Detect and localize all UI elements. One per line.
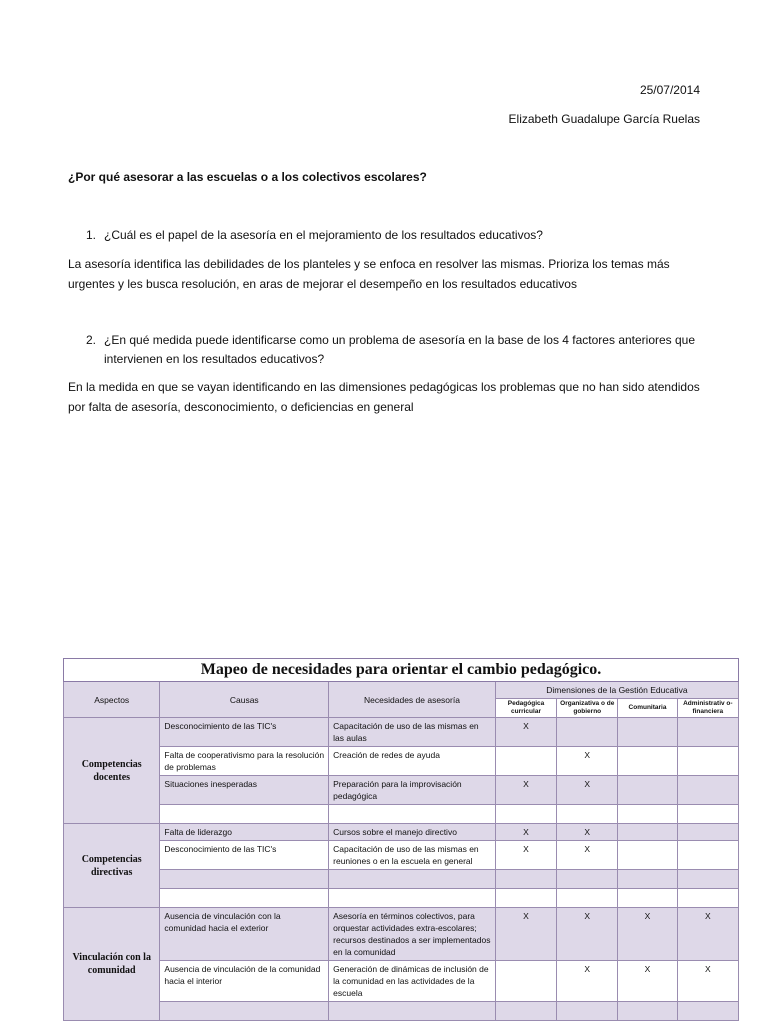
table-row [64, 889, 739, 908]
question-text: ¿En qué medida puede identificarse como un problema de asesoría en la base de los 4 factores anteriores que intervienen en los resultados educativos? [104, 333, 696, 366]
author-name: Elizabeth Guadalupe García Ruelas [508, 112, 700, 126]
table-row [64, 776, 739, 805]
needs-mapping-table [63, 658, 739, 1021]
causa-cell [160, 870, 329, 889]
mark-cell [618, 889, 677, 908]
question-2 [86, 331, 704, 369]
aspect-cell: Competencias directivas [64, 824, 160, 908]
table-row [64, 961, 739, 1002]
mark-cell: X [677, 908, 738, 961]
table-row [64, 718, 739, 747]
aspect-cell: Vinculación con la comunidad [64, 908, 160, 1021]
main-question: ¿Por qué asesorar a las escuelas o a los colectivos escolares? [68, 170, 427, 184]
mark-cell [557, 1002, 618, 1021]
table-row [64, 747, 739, 776]
question-1 [86, 226, 704, 245]
header-causas: Causas [160, 682, 329, 718]
table-row [64, 841, 739, 870]
question-number: 1. [86, 228, 97, 242]
header-dimensiones: Dimensiones de la Gestión Educativa [495, 682, 738, 699]
mark-cell: X [557, 776, 618, 805]
mark-cell: X [557, 747, 618, 776]
necesidad-cell [329, 889, 496, 908]
causa-cell: Desconocimiento de las TIC's [160, 841, 329, 870]
table-row [64, 908, 739, 961]
mark-cell [495, 805, 556, 824]
answer-1: La asesoría identifica las debilidades de los planteles y se enfoca en resolver las mismas. Prioriza los temas más urgentes y les busca resolución, en aras de mejorar el desempeño en los resultados educativos [68, 257, 670, 291]
causa-cell: Situaciones inesperadas [160, 776, 329, 805]
question-number: 2. [86, 333, 97, 347]
causa-cell [160, 889, 329, 908]
mark-cell: X [618, 908, 677, 961]
mark-cell [495, 889, 556, 908]
table-row [64, 805, 739, 824]
necesidad-cell: Capacitación de uso de las mismas en reuniones o en la escuela en general [329, 841, 496, 870]
causa-cell: Desconocimiento de las TIC's [160, 718, 329, 747]
necesidad-cell [329, 805, 496, 824]
document-date: 25/07/2014 [639, 83, 700, 97]
mark-cell [495, 1002, 556, 1021]
mark-cell [618, 1002, 677, 1021]
mark-cell: X [557, 908, 618, 961]
causa-cell: Ausencia de vinculación de la comunidad hacia el interior [160, 961, 329, 1002]
mark-cell [677, 747, 738, 776]
mark-cell [618, 805, 677, 824]
mark-cell: X [557, 961, 618, 1002]
mark-cell [677, 1002, 738, 1021]
header-dim-comunitaria: Comunitaria [618, 699, 677, 718]
causa-cell [160, 805, 329, 824]
causa-cell [160, 1002, 329, 1021]
mark-cell [677, 718, 738, 747]
header-dim-organizativa: Organizativa o de gobierno [557, 699, 618, 718]
mark-cell: X [557, 841, 618, 870]
mark-cell: X [495, 908, 556, 961]
question-text: ¿Cuál es el papel de la asesoría en el mejoramiento de los resultados educativos? [104, 228, 543, 242]
header-aspectos: Aspectos [64, 682, 160, 718]
mark-cell: X [495, 776, 556, 805]
mark-cell: X [677, 961, 738, 1002]
causa-cell: Falta de cooperativismo para la resolución de problemas [160, 747, 329, 776]
table-title: Mapeo de necesidades para orientar el cambio pedagógico. [64, 659, 739, 682]
mark-cell: X [495, 824, 556, 841]
mark-cell [495, 961, 556, 1002]
aspect-cell: Competencias docentes [64, 718, 160, 824]
mark-cell [677, 805, 738, 824]
header-dim-pedagogica: Pedagógica curricular [495, 699, 556, 718]
table-row [64, 1002, 739, 1021]
mark-cell: X [495, 841, 556, 870]
table-row [64, 824, 739, 841]
mark-cell [618, 841, 677, 870]
mark-cell: X [618, 961, 677, 1002]
header-necesidades: Necesidades de asesoría [329, 682, 496, 718]
causa-cell: Ausencia de vinculación con la comunidad hacia el exterior [160, 908, 329, 961]
mark-cell [618, 870, 677, 889]
mark-cell [495, 870, 556, 889]
necesidad-cell: Capacitación de uso de las mismas en las aulas [329, 718, 496, 747]
mark-cell [618, 824, 677, 841]
mark-cell [618, 718, 677, 747]
causa-cell: Falta de liderazgo [160, 824, 329, 841]
mark-cell [495, 747, 556, 776]
answer-2: En la medida en que se vayan identificando en las dimensiones pedagógicas los problemas que no han sido atendidos por falta de asesoría, desconocimiento, o deficiencias en general [68, 380, 700, 414]
mark-cell [557, 889, 618, 908]
necesidad-cell: Asesoría en términos colectivos, para orquestar actividades extra-escolares; recursos destinados a ser implementados en la comunidad [329, 908, 496, 961]
mark-cell [677, 824, 738, 841]
necesidad-cell: Generación de dinámicas de inclusión de la comunidad en las actividades de la escuela [329, 961, 496, 1002]
mark-cell [557, 870, 618, 889]
header-dim-administrativa: Administrativ o-financiera [677, 699, 738, 718]
necesidad-cell: Cursos sobre el manejo directivo [329, 824, 496, 841]
mark-cell [677, 870, 738, 889]
mark-cell [557, 805, 618, 824]
mark-cell [677, 776, 738, 805]
mark-cell [618, 776, 677, 805]
necesidad-cell: Creación de redes de ayuda [329, 747, 496, 776]
mark-cell: X [495, 718, 556, 747]
necesidad-cell: Preparación para la improvisación pedagógica [329, 776, 496, 805]
mark-cell [677, 841, 738, 870]
necesidad-cell [329, 870, 496, 889]
necesidad-cell [329, 1002, 496, 1021]
mark-cell: X [557, 824, 618, 841]
mark-cell [618, 747, 677, 776]
mark-cell [557, 718, 618, 747]
table-row [64, 870, 739, 889]
mark-cell [677, 889, 738, 908]
